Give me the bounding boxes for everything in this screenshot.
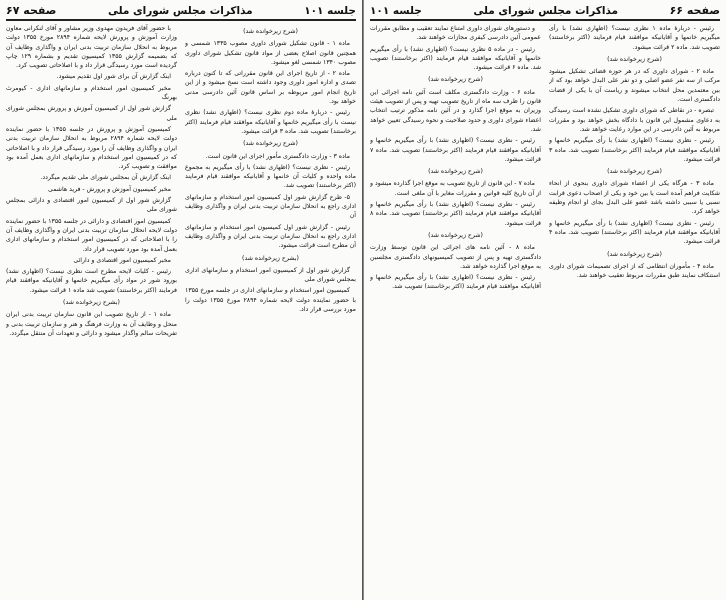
paragraph: رئیس - نظری نیست؟ (اظهاری نشد) با رأی میگیریم خانمها و آقایانیکه موافقند قیام فرمایند (اکثر برخاستند) تصویب شد. [370, 274, 541, 291]
page-title: مذاکرات مجلس شورای ملی [473, 5, 619, 17]
page-number: صفحه ۶۷ [6, 4, 57, 17]
reading-note: (شرح زیرخوانده شد) [607, 55, 662, 63]
paragraph: رئیس - نظری نیست؟ (اظهاری نشد) با رأی میگیریم خانمها و آقایانیکه موافقند قیام فرمایند (اکثر برخاستند) تصویب شد. ماده ۷ قرائت میشود. [370, 137, 541, 163]
left-page [0, 0, 363, 600]
paragraph: ماده ۷ - این قانون از تاریخ تصویب به موقع اجرا گذارده میشود و از آن تاریخ کلیه قوانین و مقررات مغایر با آن ملغی است. [370, 180, 541, 197]
paragraph: رئیس - نظری نیست؟ (اظهاری نشد) با رأی میگیریم به مجموع ماده واحده و کلیات آن خانمها و آقایانیکه موافقند قیام فرمایند (اکثر برخاستند) تصویب شد. [185, 163, 356, 190]
paragraph: ماده ۲ - شورای داوری که در هر حوزه قضائی تشکیل میشود مرکب از سه نفر عضو اصلی و دو نفر علی البدل خواهد بود که از بین معتمدین محل انتخاب میشوند و ریاست آن با یکی از قضات دادگستری است. [549, 68, 720, 104]
paragraph: اینک گزارش آن بمجلس شورای ملی تقدیم میگردد. [40, 174, 171, 182]
reading-note: (شرح زیرخوانده شد) [428, 76, 483, 84]
right-page-left-column [370, 24, 541, 589]
right-page-columns [370, 24, 720, 589]
reading-note: (شرح زیرخوانده شد) [243, 140, 298, 148]
paragraph: و دستورهای شورای داوری امتناع نمایند تعقیب و مطابق مقررات عمومی آئین دادرسی کیفری مجازات خواهند شد. [370, 25, 541, 42]
paragraph: مخبر کمیسیون امور استخدام و سازمانهای اداری - کیومرث بهرنگ [6, 84, 177, 102]
paragraph: ماده ۳ - وزارت دادگستری مأمور اجرای این قانون است. [205, 152, 350, 160]
reading-note: (بشرح زیرخوانده شد) [242, 254, 299, 262]
left-page-right-column [185, 24, 356, 589]
paragraph: ماده ۸ - آئین نامه های اجرائی این قانون توسط وزارت دادگستری تهیه و پس از تصویب کمیسیونهای دادگستری مجلسین به موقع اجرا گذارده خواهد شد. [370, 244, 541, 270]
paragraph: ماده ۲ - از تاریخ اجرای این قانون مقرراتی که تا کنون درباره تصدی و اداره امور داوری وجود داشته است نسخ میشود و از این تاریخ انجام امور مربوطه بر اساس قانون آئین دادرسی مدنی خواهد بود. [185, 70, 356, 106]
paragraph: مخبر کمیسیون آموزش و پرورش - فرید هاشمی [48, 185, 171, 193]
paragraph: کمیسیون امور اقتصادی و دارائی در جلسه ۱۳۵۵ با حضور نماینده دولت لایحه انحلال سازمان تربیت بدنی ایران و واگذاری وظایف آن را با اصلاحاتی که در کمیسیون امور استخدام و سازمانهای اداری بعمل آمده بود مورد تصویب قرار داد. [6, 217, 177, 253]
paragraph: رئیس - نظری نیست؟ (اظهاری نشد) با رأی میگیریم خانمها و آقایانیکه موافقند قیام فرمایند (اکثر برخاستند) تصویب شد. ماده ۸ قرائت میشود. [370, 201, 541, 227]
paragraph: رئیس - دربارهٔ ماده دوم نظری نیست؟ (اظهاری نشد) نظری نیست با رأی میگیریم خانمها و آقایانیکه موافقند قیام فرمایند (اکثر برخاستند) تصویب شد. ماده ۳ قرائت میشود. [185, 109, 356, 135]
left-page-columns [6, 24, 356, 589]
paragraph: ۵- طرح گزارش شور اول کمیسیون امور استخدام و سازمانهای اداری راجع به انحلال سازمان تربیت بدنی ایران و واگذاری وظایف آن [185, 193, 356, 220]
reading-note: (شرح زیرخوانده شد) [607, 168, 662, 176]
paragraph: گزارش شور اول از کمیسیون امور استخدام و سازمانهای اداری بمجلس شورای ملی [185, 266, 356, 284]
page-title: مذاکرات مجلس شورای ملی [107, 5, 253, 17]
paragraph: ماده ۶ - وزارت دادگستری مکلف است آئین نامه اجرائی این قانون را ظرف سه ماه از تاریخ تصویب تهیه و پس از تصویب هیئت وزیران به موقع اجرا گذارد و در آئین نامه مذکور ترتیب انتخاب اعضاء شورای داوری و حدود صلاحیت و نحوه رسیدگی تعیین خواهد شد. [370, 88, 541, 133]
paragraph: ماده ۳ - هرگاه یکی از اعضاء شورای داوری بنحوی از انحاء شکایت فراهم آمده است یا بین خود و یکی از اصحاب دعوی قرابت نسبی یا سببی داشته باشد عضو علی البدل بجای او انجام وظیفه خواهد کرد. [549, 180, 720, 216]
right-page-header [370, 4, 720, 21]
right-page [363, 0, 726, 600]
paragraph: رئیس - گزارش شور اول کمیسیون امور استخدام و سازمانهای اداری راجع به انحلال سازمان تربیت بدنی ایران و واگذاری وظایف آن مطرح است قرائت میشود. [185, 223, 356, 250]
paragraph: تبصره - در نقاطی که شورای داوری تشکیل نشده است رسیدگی به دعاوی مشمول این قانون با دادگاه بخش خواهد بود و مقررات مربوط به آئین دادرسی در این موارد رعایت خواهد شد. [549, 107, 720, 133]
paragraph: رئیس - دربارهٔ ماده ۱ نظری نیست؟ (اظهاری نشد) با رأی میگیریم خانمها و آقایانیکه موافقند قیام فرمایند (اکثر برخاستند) تصویب شد. ماده ۲ قرائت میشود. [549, 25, 720, 51]
page-number: صفحه ۶۶ [669, 4, 720, 17]
right-page-right-column [549, 24, 720, 589]
reading-note: (بشرح زیرخوانده شد) [63, 299, 120, 307]
paragraph: با حضور آقای فریدون مهدوی وزیر مشاور و آقای لنکرانی معاون وزارت آموزش و پرورش لایحه شماره ۲۸۹۴ مورخ ۱۳۵۵ دولت مربوط به انحلال سازمان تربیت بدنی ایران و واگذاری وظایف آن که بضمیمه گزارش ۱۳۵۵ کمیسیون تقدیم و بشماره ۱۲۹ چاپ گردیده است مورد رسیدگی قرار داد و با اصلاحاتی تصویب کرد. [6, 25, 177, 70]
session-number: جلسه ۱۰۱ [304, 5, 356, 17]
paragraph: ماده ۴ - مأموران انتظامی که از اجرای تصمیمات شورای داوری استنکاف نمایند طبق مقررات مربوط تعقیب خواهند شد. [549, 262, 720, 280]
reading-note: (شرح زیرخوانده شد) [243, 28, 298, 35]
paragraph: کمیسیون آموزش و پرورش در جلسه ۱۳۵۵ با حضور نماینده دولت لایحه شماره ۲۸۹۴ مربوط به انحلال سازمان تربیت بدنی ایران و واگذاری وظایف آن را مورد رسیدگی قرار داد و با اصلاحاتی که در کمیسیون امور استخدام و سازمانهای اداری بعمل آمده بود موافقت و تصویب کرد. [6, 125, 177, 171]
reading-note: (شرح زیرخوانده شد) [607, 250, 662, 258]
reading-note: (شرح زیرخوانده شد) [428, 168, 483, 176]
paragraph: رئیس - کلیات لایحه مطرح است نظری نیست؟ (اظهاری نشد) بورود شور در مواد رأی میگیریم خانمها و آقایانیکه موافقند قیام فرمایند (اکثر برخاستند) تصویب شد ماده ۱ قرائت میشود. [6, 268, 177, 294]
reading-note: (شرح زیرخوانده شد) [428, 231, 483, 239]
paragraph: مخبر کمیسیون امور اقتصادی و دارائی [73, 256, 171, 264]
left-page-header [6, 4, 356, 21]
paragraph: کمیسیون امور استخدام و سازمانهای اداری در جلسه مورخ ۱۳۵۵ با حضور نماینده دولت لایحه شماره ۲۸۹۴ مورخ ۱۳۵۵ دولت را مورد بررسی قرار داد. [185, 287, 356, 314]
paragraph: ماده ۱ - قانون تشکیل شورای داوری مصوب ۱۳۳۵ شمسی و همچنین قانون اصلاح بعضی از مواد قانون تشکیل شورای داوری مصوب ۱۳۴۰ شمسی لغو میشود. [185, 40, 356, 66]
paragraph: رئیس - نظری نیست؟ (اظهاری نشد) با رأی میگیریم خانمها و آقایانیکه موافقند قیام فرمایند (اکثر برخاستند) تصویب شد. ماده ۳ قرائت میشود. [549, 137, 720, 163]
paragraph: رئیس - در ماده ۵ نظری نیست؟ (اظهاری نشد) با رأی میگیریم خانمها و آقایانیکه موافقند قیام فرمایند (اکثر برخاستند) تصویب شد. ماده ۶ قرائت میشود. [370, 45, 541, 72]
paragraph: رئیس - نظری نیست؟ (اظهاری نشد) با رأی میگیریم خانمها و آقایانیکه موافقند قیام فرمایند (اکثر برخاستند) تصویب شد. ماده ۴ قرائت میشود. [549, 219, 720, 246]
paragraph: ماده ۱ - از تاریخ تصویب این قانون سازمان تربیت بدنی ایران منحل و وظایف آن به وزارت فرهنگ و هنر و سازمان تربیت بدنی و تفریحات سالم واگذار میشود و دارائی و تعهدات آن منتقل میگردد. [6, 311, 177, 337]
paragraph: گزارش شور اول از کمیسیون آموزش و پرورش بمجلس شورای ملی [6, 105, 177, 122]
left-page-left-column [6, 24, 177, 589]
paragraph: اینک گزارش آن برای شور اول تقدیم میشود. [56, 73, 171, 81]
session-number: جلسه ۱۰۱ [370, 5, 422, 17]
paragraph: گزارش شور اول از کمیسیون امور اقتصادی و دارائی بمجلس شورای ملی [6, 197, 177, 214]
